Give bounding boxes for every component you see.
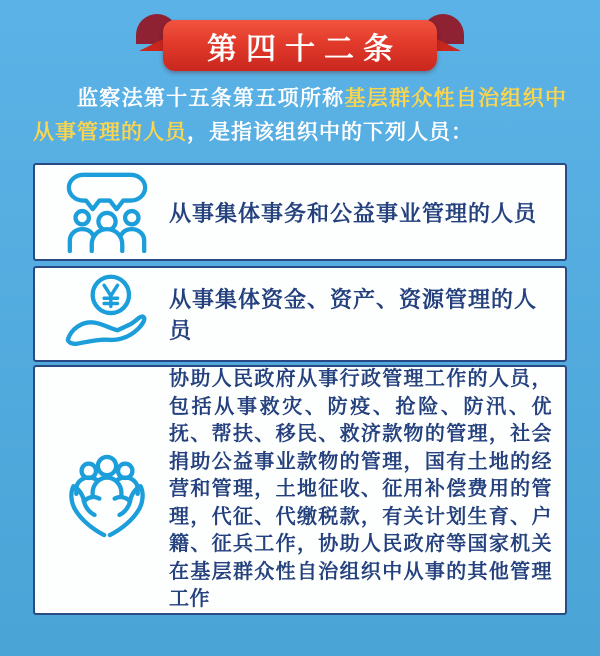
card-text: 从事集体事务和公益事业管理的人员 [169, 200, 538, 226]
yuan-coin-hand-icon [45, 271, 169, 357]
card-collective-affairs [33, 163, 567, 261]
intro-text [33, 82, 567, 150]
card-text: 协助人民政府从事行政管理工作的人员，包括从事救灾、防疫、抢险、防汛、优抚、帮扶、移民、救济款物的管理，社会捐助公益事业款物的管理，国有土地的经营和管理，土地征收、征用补偿费用的管理，代征、代缴税款，有关计划生育、户籍、征兵工作，协助人民政府等国家机关在基层群众性自治组织中从事的其他管理工作 [169, 368, 552, 611]
ribbon-band [163, 20, 437, 71]
article-title: 第四十二条 [207, 32, 402, 66]
card-text: 从事集体资金、资产、资源管理的人员 [169, 287, 538, 343]
ribbon-banner [0, 0, 600, 82]
intro-suffix: ，是指该组织中的下列人员： [187, 121, 473, 144]
hands-holding-people-icon [45, 436, 169, 544]
card-collective-funds [33, 266, 567, 362]
intro-prefix: 监察法第十五条第五项所称 [77, 87, 345, 110]
card-government-assist [33, 365, 567, 615]
people-speech-bubble-icon [45, 171, 169, 253]
intro-highlight: 基层群众性自治组织中从事管理的人员 [33, 87, 568, 144]
